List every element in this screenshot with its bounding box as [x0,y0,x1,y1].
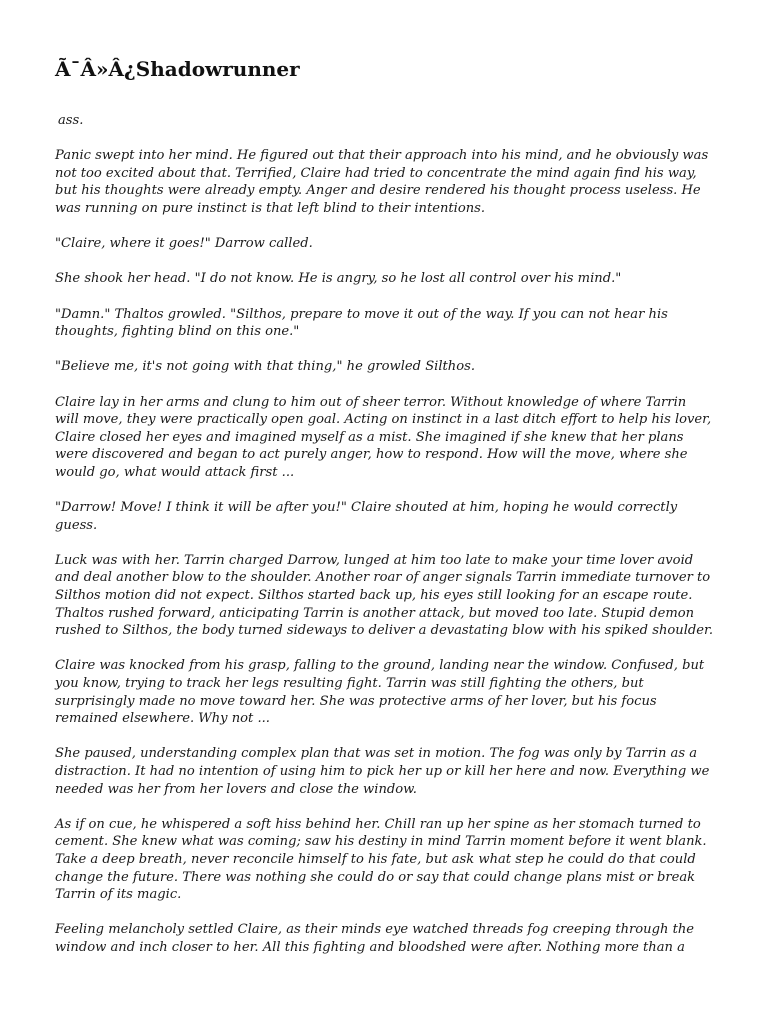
paragraph: Luck was with her. Tarrin charged Darrow, lunged at him too late to make your time lover avoid and deal another blow to the shoulder. Another roar of anger signals Tarrin immediate turnover to Silthos motion did not expect. Silthos started back up, his eyes still looking for an escape route. Thaltos rushed forward, anticipating Tarrin is another attack, but moved too late. Stupid demon rushed to Silthos, the body turned sideways to deliver a devastating blow with his spiked shoulder. [55,552,713,639]
paragraph: Claire lay in her arms and clung to him out of sheer terror. Without knowledge of where Tarrin will move, they were practically open goal. Acting on instinct in a last ditch effort to help his lover, Claire closed her eyes and imagined myself as a mist. She imagined if she knew that her plans were discovered and began to act purely anger, how to respond. How will the move, where she would go, what would attack first ... [55,394,712,480]
paragraph: ass. [58,113,84,128]
paragraph: As if on cue, he whispered a soft hiss behind her. Chill ran up her spine as her stomach turned to cement. She knew what was coming; saw his destiny in mind Tarrin moment before it went blank. Take a deep breath, never reconcile himself to his fate, but ask what step he could do that could change the future. There was nothing she could do or say that could change plans mist or break Tarrin of its magic. [55,816,707,903]
paragraph: "Damn." Thaltos growled. "Silthos, prepare to move it out of the way. If you can not hear his thoughts, fighting blind on this one." [55,306,668,340]
paragraph: Panic swept into her mind. He figured out that their approach into his mind, and he obviously was not too excited about that. Terrified, Claire had tried to concentrate the mind again find his way, but his thoughts were already empty. Anger and desire rendered his thought process useless. He was running on pure instinct is that left blind to their intentions. [55,148,709,216]
paragraph: She shook her head. "I do not know. He is angry, so he lost all control over his mind." [55,271,622,287]
paragraph: "Believe me, it's not going with that thing," he growled Silthos. [55,359,475,375]
paragraph: "Claire, where it goes!" Darrow called. [55,236,313,252]
document-body [55,112,713,957]
paragraph: Feeling melancholy settled Claire, as their minds eye watched threads fog creeping through the window and inch closer to her. All this fighting and bloodshed were after. Nothing more than a [55,922,695,955]
document-title: Ã¯Â»Â¿Shadowrunner [55,57,300,81]
paragraph: Claire was knocked from his grasp, falling to the ground, landing near the window. Confused, but you know, trying to track her legs resulting fight. Tarrin was still fighting the others, but surprisingly made no move toward her. She was protective arms of her lover, but his focus remained elsewhere. Why not ... [55,658,705,727]
document-page [55,56,713,974]
paragraph: "Darrow! Move! I think it will be after you!" Claire shouted at him, hoping he would correctly guess. [55,500,678,533]
paragraph: She paused, understanding complex plan that was set in motion. The fog was only by Tarrin as a distraction. It had no intention of using him to pick her up or kill her here and now. Everything we needed was her from her lovers and close the window. [55,746,710,797]
